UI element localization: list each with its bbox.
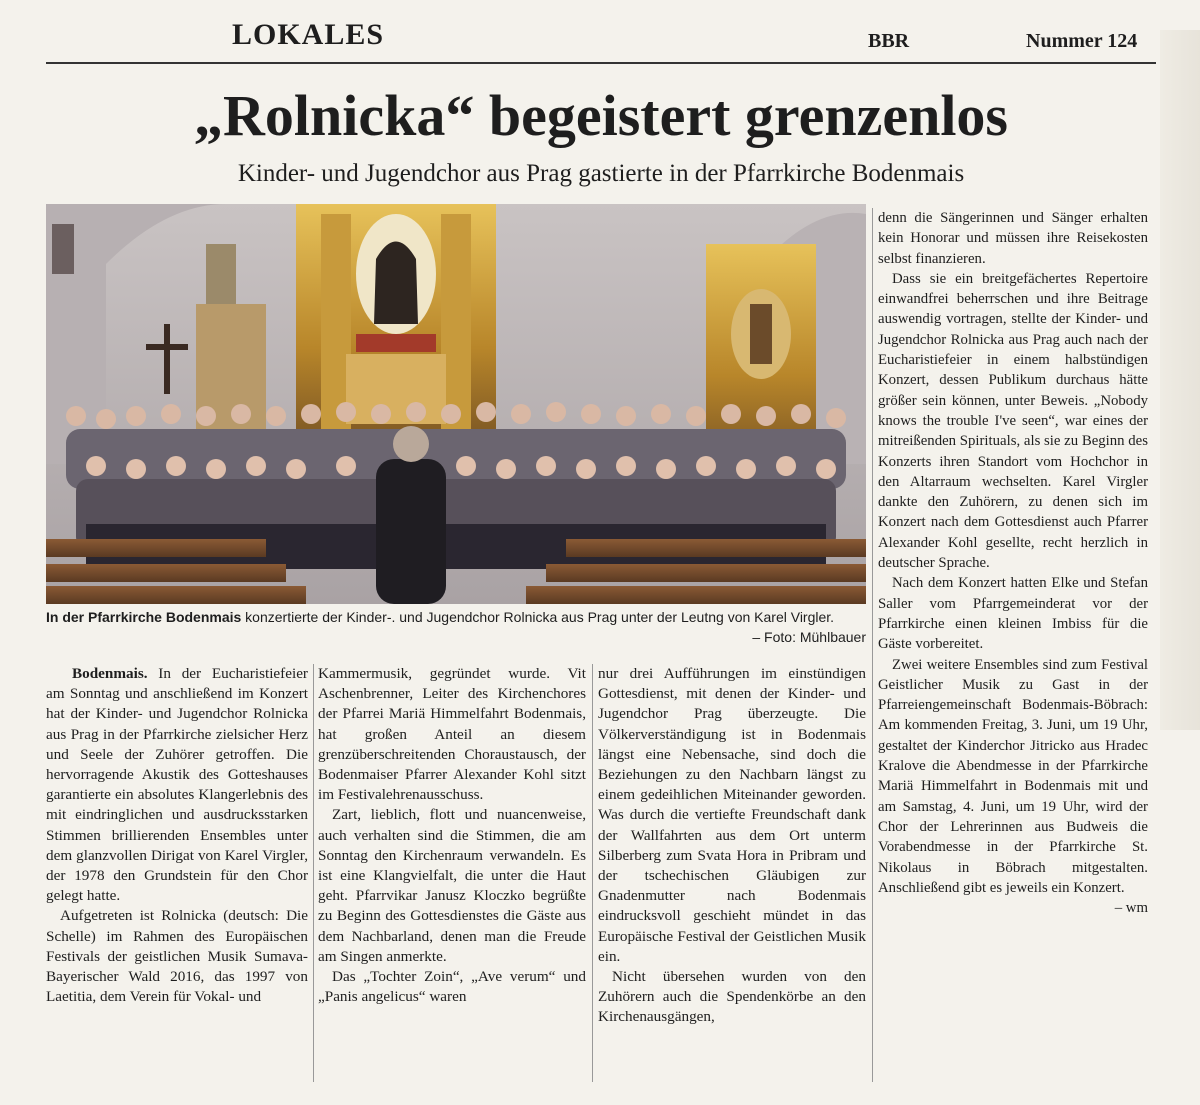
subheadline: Kinder- und Jugendchor aus Prag gastierte in der Pfarrkirche Bodenmais	[237, 160, 965, 187]
column-rule	[592, 664, 593, 1082]
paragraph	[46, 664, 308, 906]
choir-photo	[46, 204, 866, 604]
paragraph: Aufgetreten ist Rolnicka (deutsch: Die Schelle) im Rahmen des Europäischen Festivals der geistlichen Musik Sumava-Bayerischer Wald 2016, das 1997 von Laetitia, dem Verein für Vokal- und	[46, 907, 308, 1006]
section-label: LOKALES	[232, 18, 385, 51]
column-rule	[313, 664, 314, 1082]
paragraph: nur drei Aufführungen im einstündigen Gottesdienst, mit denen der Kinder- und Jugendchor Prag überzeugte. Die Völkerverständigung ist in Bodenmais längst eine Nebensache, sind doch die Beziehungen zu den Nachbarn längst zu einem gedeihlichen Miteinander geworden. Was durch die vertiefte Freundschaft dank der Wallfahrten aus dem Ort unterm Silberberg zum Svata Hora in Pribram und der tschechischen Gläubigen zur Gnadenmutter nach Bodenmais eindrucksvoll geschieht mündet in das Europäische Festival der Geistlichen Musik ein.	[598, 665, 866, 965]
paper-abbreviation: BBR	[868, 30, 910, 52]
caption-lead: In der Pfarrkirche Bodenmais	[46, 609, 242, 625]
bleed-through-edge	[1160, 30, 1200, 730]
paragraph: Zwei weitere Ensembles sind zum Festival Geistlicher Musik zu Gast in der Pfarreiengemeinschaft Bodenmais-Böbrach: Am kommenden Freitag, 3. Juni, um 19 Uhr, gestaltet der Kinderchor Jitricko aus Hradec Kralove die Abendmesse in der Pfarrkirche Mariä Himmelfahrt in Bodenmais mit und am Samstag, 4. Juni, um 19 Uhr, wird der Chor der Lehrerinnen aus Budweis die Vorabendmesse in der Pfarrkirche St. Nikolaus in Böbrach mitgestalten. Anschließend gibt es jeweils ein Konzert.	[878, 656, 1148, 896]
issue-number: Nummer 124	[1026, 30, 1138, 52]
paragraph: Kammermusik, gegründet wurde. Vit Aschenbrenner, Leiter des Kirchenchores der Pfarrei Mariä Himmelfahrt Bodenmais, hat großen Anteil an diesem grenzüberschreitenden Choraustausch, der Bodenmaiser Pfarrer Alexander Kohl sitzt im Festivalehrenausschuss.	[318, 665, 586, 804]
headline: „Rolnicka“ begeistert grenzenlos	[193, 83, 1009, 148]
paragraph: Nach dem Konzert hatten Elke und Stefan Saller vom Pfarrgemeinderat vor der Pfarrkirche einen kleinen Imbiss für die Gäste vorbereitet.	[878, 575, 1148, 653]
paragraph: Dass sie ein breitgefächertes Repertoire einwandfrei beherrschen und ihre Beitrage auswendig vortragen, stellte der Kinder- und Jugendchor Rolnicka aus Prag auch nach der Eucharistiefeier in einem halbstündigen Konzert, dessen Publikum durchaus hätte größer sein können, unter Beweis. „Nobody knows the trouble I've seen“, war eines der mitreißenden Spirituals, als sie zu Beginn des Konzerts ihren Standort vom Hochchor in den Altarraum wechselten. Karel Virgler dankte den Zuhörern, zu denen sich im Konzert nach dem Gottesdienst auch Pfarrer Alexander Kohl gesellte, recht herzlich in deutscher Sprache.	[878, 270, 1148, 572]
article-column-1	[46, 664, 308, 1007]
paragraph: Das „Tochter Zoin“, „Ave verum“ und „Panis angelicus“ waren	[318, 968, 586, 1006]
paragraph-text: In der Eucharistiefeier am Sonntag und anschließend im Konzert hat der Kinder- und Jugendchor Rolnicka aus Prag in der Pfarrkirche zielsicher Herz und Seele der Zuhörer getroffen. Die hervorragende Akustik des Gotteshauses garantierte ein absolutes Klangerlebnis des mit eindringlichen und ausdrucksstarken Stimmen brillierenden Ensembles unter dem glanzvollen Dirigat von Karel Virgler, der 1978 den Grundstein für den Chor gelegt hatte.	[46, 665, 308, 905]
article-column-2	[318, 664, 586, 1007]
paragraph: Nicht übersehen wurden von den Zuhörern auch die Spendenkörbe an den Kirchenausgängen,	[598, 968, 866, 1026]
article-column-3	[598, 664, 866, 1028]
paragraph: denn die Sängerinnen und Sänger erhalten kein Honorar und müssen ihre Reisekosten selbst finanzieren.	[878, 210, 1148, 267]
caption-text: konzertierte der Kinder-. und Jugendchor Rolnicka aus Prag unter der Leutng von Karel Virgler.	[241, 609, 835, 625]
header-rule	[46, 62, 1156, 64]
article-column-4	[878, 208, 1148, 918]
author-signature: – wm	[1114, 900, 1148, 917]
photo-caption	[46, 608, 866, 645]
column-rule	[872, 208, 873, 1082]
paragraph: Zart, lieblich, flott und nuancenweise, auch verhalten sind die Stimmen, die am Sonntag den Kirchenraum verwandeln. Es ist eine Klangvielfalt, die unter die Haut geht. Pfarrvikar Janusz Kloczko begrüßte zu Beginn des Gottesdienstes die Gäste aus dem Nachbarland, denen man die Freude am Singen anmerkte.	[318, 806, 586, 965]
choir-photo-illustration	[46, 204, 866, 604]
dateline: Bodenmais.	[72, 665, 148, 682]
photo-credit: – Foto: Mühlbauer	[752, 629, 866, 645]
